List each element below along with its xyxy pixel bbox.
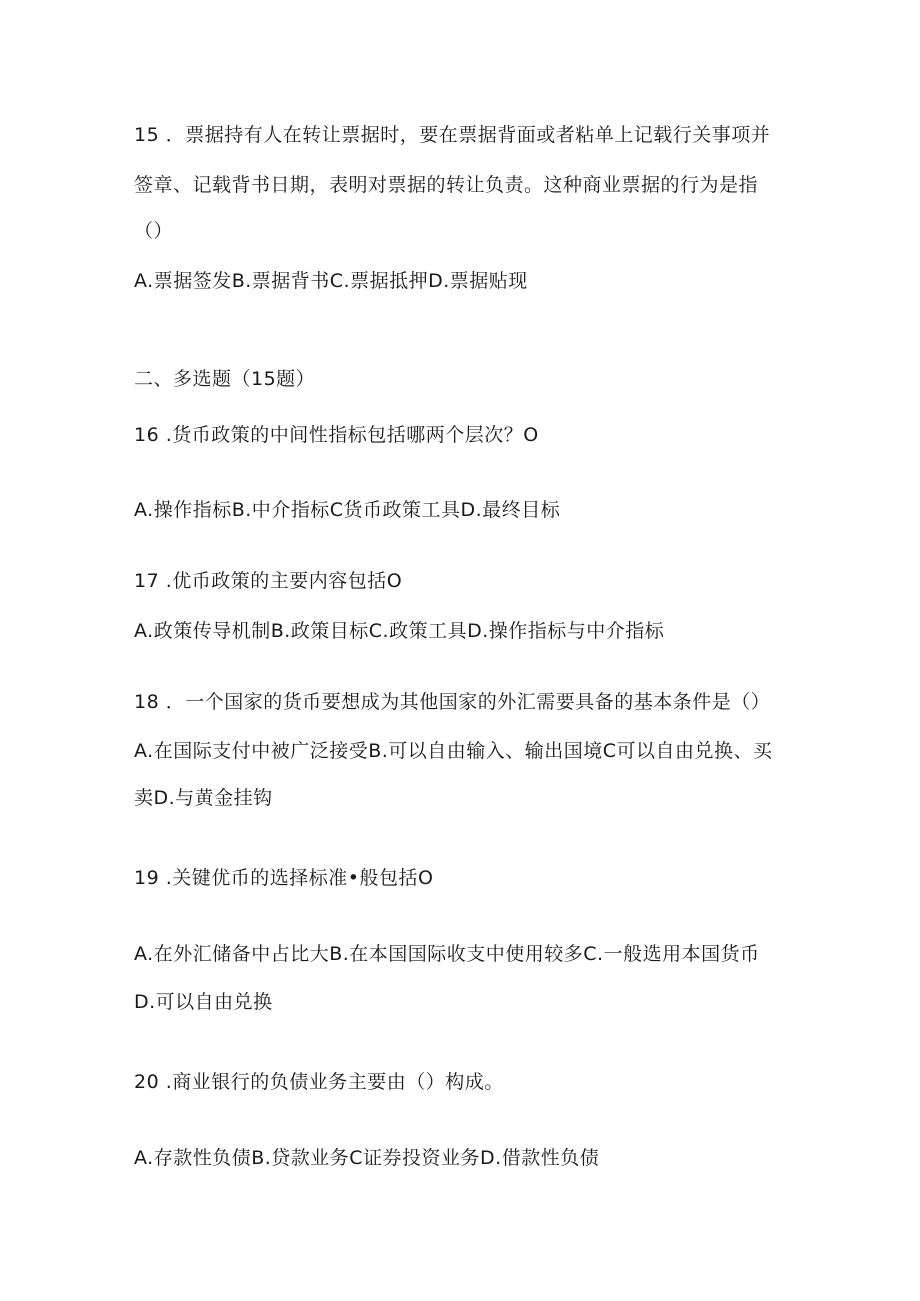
q17-options: A.政策传导机制B.政策目标C.政策工具D.操作指标与中介指标: [134, 620, 665, 642]
q19-options-line-1: A.在外汇储备中占比大B.在本国国际收支中使用较多C.一般选用本国货币: [134, 943, 760, 965]
q15-stem-line-3: （）: [134, 220, 174, 242]
q20-stem: 20 .商业银行的负债业务主要由（）构成。: [134, 1071, 504, 1093]
q18-options-line-1: A.在国际支付中被广泛接受B.可以自由输入、输出国境C可以自由兑换、买: [134, 740, 773, 762]
q18-stem: 18 ．一个国家的货币要想成为其他国家的外汇需要具备的基本条件是（）: [134, 691, 771, 713]
q16-stem: 16 .货币政策的中间性指标包括哪两个层次？O: [134, 424, 539, 446]
q15-stem-line-2: 签章、记载背书日期，表明对票据的转让负责。这种商业票据的行为是指: [134, 174, 759, 196]
q19-options-line-2: D.可以自由兑换: [134, 991, 273, 1013]
section-title-multiple-choice: 二、多选题（15题）: [134, 368, 316, 390]
q16-options: A.操作指标B.中介指标C货币政策工具D.最终目标: [134, 499, 561, 521]
q15-stem-line-1: 15 ．票据持有人在转让票据时，要在票据背面或者粘单上记载行关事项并: [134, 124, 771, 146]
q20-options: A.存款性负债B.贷款业务C证券投资业务D.借款性负债: [134, 1147, 600, 1169]
q15-options: A.票据签发B.票据背书C.票据抵押D.票据贴现: [134, 270, 528, 292]
q17-stem: 17 .优币政策的主要内容包括O: [134, 570, 403, 592]
q18-options-line-2: 卖D.与黄金挂钩: [134, 787, 273, 809]
q19-stem: 19 .关键优币的选择标准•般包括O: [134, 867, 434, 889]
